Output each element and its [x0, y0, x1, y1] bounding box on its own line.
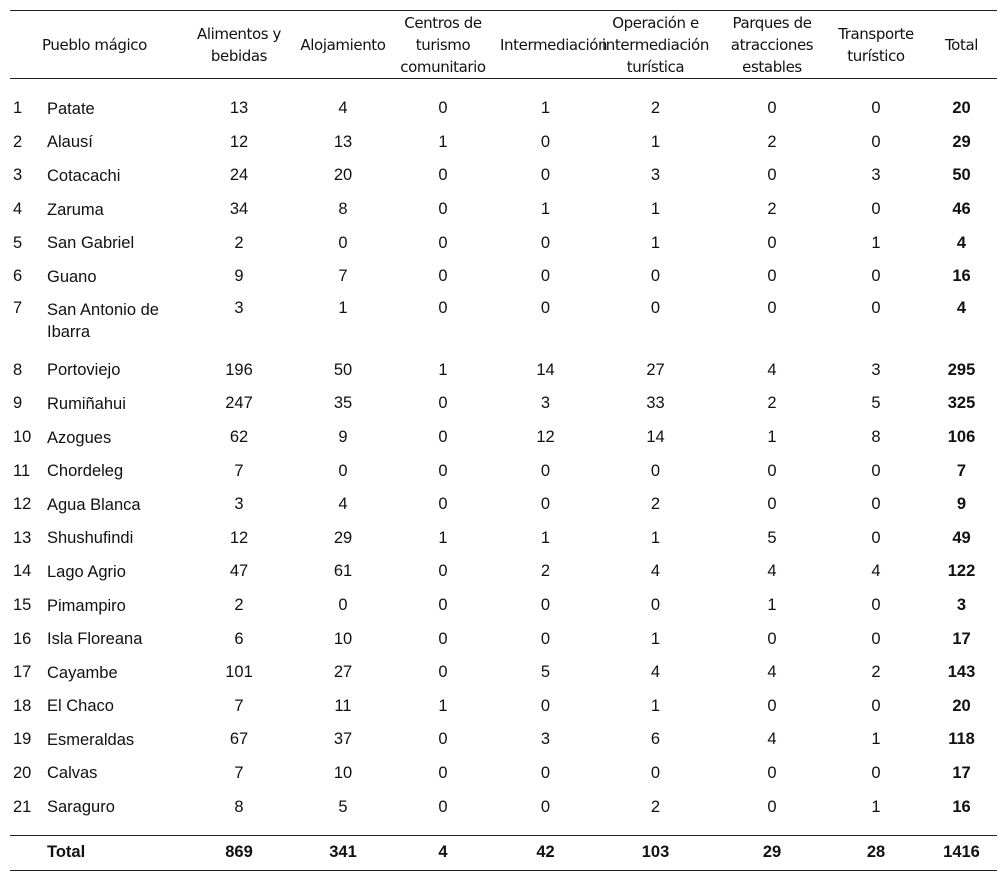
cell-total: 20	[952, 99, 971, 118]
cell-total: 4	[956, 298, 967, 317]
cell-centros: 0	[438, 596, 448, 615]
cell-intermediacion: 3	[540, 730, 551, 749]
cell-centros: 0	[438, 99, 448, 118]
cell-centros: 1	[438, 360, 448, 379]
cell-transporte: 0	[871, 132, 881, 151]
cell-alimentos: 47	[229, 562, 249, 581]
cell-parques: 0	[767, 629, 777, 648]
total-alojamiento: 341	[298, 835, 388, 870]
cell-transporte: 1	[871, 730, 881, 749]
row-pueblo-name: Alausí	[47, 133, 93, 152]
cell-total: 122	[947, 562, 976, 581]
cell-operacion: 0	[650, 763, 661, 782]
table-row	[10, 354, 997, 388]
cell-alimentos: 247	[225, 394, 253, 413]
cell-alojamiento: 7	[338, 267, 348, 286]
cell-centros: 0	[438, 763, 448, 782]
cell-alojamiento: 8	[338, 200, 348, 219]
header-total: Total	[926, 11, 997, 79]
cell-alimentos: 9	[234, 267, 244, 286]
table-row	[10, 589, 997, 623]
cell-operacion: 14	[646, 428, 665, 447]
row-number: 7	[13, 298, 23, 317]
table-row	[10, 790, 997, 824]
cell-intermediacion: 0	[540, 166, 551, 185]
cell-parques: 0	[767, 763, 777, 782]
cell-operacion: 1	[650, 200, 661, 219]
cell-operacion: 6	[650, 730, 661, 749]
cell-transporte: 3	[871, 360, 881, 379]
table-row	[10, 723, 997, 757]
cell-transporte: 3	[871, 166, 881, 185]
cell-transporte: 0	[871, 267, 881, 286]
cell-operacion: 1	[650, 132, 661, 151]
row-pueblo-name: San Antonio de Ibarra	[47, 300, 159, 341]
cell-centros: 0	[438, 562, 448, 581]
cell-centros: 0	[438, 428, 448, 447]
row-number: 4	[13, 200, 23, 219]
cell-transporte: 0	[871, 696, 881, 715]
cell-transporte: 0	[871, 298, 881, 317]
cell-parques: 5	[767, 528, 777, 547]
cell-parques: 2	[767, 200, 777, 219]
cell-centros: 0	[438, 267, 448, 286]
cell-alimentos: 24	[229, 166, 249, 185]
total-alimentos: 869	[180, 835, 298, 870]
table-row	[10, 226, 997, 260]
cell-intermediacion: 1	[540, 200, 551, 219]
cell-parques: 0	[767, 696, 777, 715]
cell-intermediacion: 2	[540, 562, 551, 581]
cell-parques: 0	[767, 461, 777, 480]
row-pueblo-name: Isla Floreana	[47, 630, 143, 649]
row-pueblo-name: Azogues	[47, 428, 112, 447]
cell-parques: 4	[767, 360, 777, 379]
cell-alojamiento: 0	[338, 233, 348, 252]
row-pueblo-name: Saraguro	[47, 798, 115, 817]
table-footer	[10, 835, 997, 870]
header-pueblo	[10, 11, 180, 79]
cell-transporte: 4	[871, 562, 881, 581]
cell-intermediacion: 0	[540, 233, 551, 252]
row-pueblo-name: San Gabriel	[47, 234, 135, 253]
cell-centros: 0	[438, 495, 448, 514]
cell-alimentos: 34	[229, 200, 249, 219]
row-pueblo-name: Calvas	[47, 764, 98, 783]
cell-total: 106	[947, 428, 976, 447]
cell-alimentos: 196	[225, 360, 253, 379]
cell-alojamiento: 11	[334, 696, 352, 715]
cell-centros: 0	[438, 730, 448, 749]
row-number: 11	[13, 461, 31, 480]
cell-parques: 0	[767, 495, 777, 514]
cell-total: 16	[952, 797, 971, 816]
table-row	[10, 92, 997, 126]
cell-centros: 1	[438, 528, 448, 547]
row-pueblo-name: El Chaco	[47, 697, 114, 716]
total-operacion: 103	[593, 835, 718, 870]
cell-transporte: 5	[871, 394, 881, 413]
cell-parques: 0	[767, 99, 777, 118]
row-pueblo-name: Chordeleg	[47, 462, 124, 481]
cell-alojamiento: 10	[333, 629, 353, 648]
spacer-row	[10, 79, 997, 93]
cell-intermediacion: 0	[540, 495, 551, 514]
row-number: 2	[13, 132, 23, 151]
cell-parques: 4	[767, 730, 777, 749]
spacer-cell	[10, 79, 997, 93]
cell-operacion: 1	[650, 696, 661, 715]
row-pueblo-name: Zaruma	[47, 200, 104, 219]
row-pueblo-name: Cayambe	[47, 663, 118, 682]
row-number: 17	[13, 663, 32, 682]
cell-operacion: 0	[650, 298, 661, 317]
cell-operacion: 27	[646, 360, 665, 379]
row-number: 16	[13, 629, 32, 648]
totals-label-text: Total	[47, 843, 86, 862]
table-row	[10, 522, 997, 556]
cell-alojamiento: 27	[333, 663, 353, 682]
cell-alojamiento: 5	[338, 797, 348, 816]
cell-total: 17	[952, 763, 971, 782]
spacer-cell	[10, 824, 997, 836]
total-centros: 4	[388, 835, 498, 870]
row-number: 14	[13, 562, 32, 581]
row-pueblo-name: Patate	[47, 99, 95, 118]
cell-intermediacion: 0	[540, 696, 551, 715]
cell-centros: 0	[438, 298, 448, 317]
cell-centros: 0	[438, 461, 448, 480]
row-number: 21	[13, 797, 32, 816]
row-number: 18	[13, 696, 32, 715]
cell-alojamiento: 35	[333, 394, 353, 413]
cell-transporte: 8	[871, 428, 881, 447]
cell-centros: 0	[438, 233, 448, 252]
header-intermediacion: Intermediación	[498, 11, 593, 79]
total-transporte: 28	[826, 835, 926, 870]
cell-operacion: 1	[650, 528, 661, 547]
table-header	[10, 11, 997, 79]
total-grand: 1416	[926, 835, 997, 870]
row-number: 13	[13, 528, 32, 547]
cell-operacion: 1	[650, 629, 661, 648]
cell-total: 16	[952, 267, 971, 286]
cell-operacion: 2	[650, 797, 661, 816]
cell-total: 7	[956, 461, 967, 480]
cell-total: 143	[947, 663, 976, 682]
cell-alimentos: 3	[234, 495, 244, 514]
row-number: 15	[13, 596, 32, 615]
row-pueblo-name: Guano	[47, 267, 97, 286]
cell-alojamiento: 0	[338, 596, 348, 615]
cell-alimentos: 8	[234, 797, 244, 816]
cell-total: 4	[956, 233, 967, 252]
cell-transporte: 0	[871, 596, 881, 615]
cell-intermediacion: 0	[540, 629, 551, 648]
cell-alojamiento: 0	[338, 461, 348, 480]
cell-alojamiento: 50	[333, 360, 353, 379]
cell-alojamiento: 4	[338, 495, 348, 514]
table-row	[10, 421, 997, 455]
cell-total: 3	[956, 596, 967, 615]
cell-total: 50	[952, 166, 971, 185]
cell-transporte: 0	[871, 528, 881, 547]
cell-total: 17	[952, 629, 971, 648]
cell-intermediacion: 12	[536, 428, 555, 447]
totals-row	[10, 835, 997, 870]
row-number: 6	[13, 267, 23, 286]
cell-centros: 0	[438, 200, 448, 219]
cell-transporte: 0	[871, 763, 881, 782]
row-pueblo-name: Cotacachi	[47, 166, 121, 185]
cell-alimentos: 67	[229, 730, 249, 749]
cell-alimentos: 101	[225, 663, 253, 682]
cell-intermediacion: 0	[540, 461, 551, 480]
cell-alojamiento: 10	[333, 763, 353, 782]
cell-alojamiento: 13	[333, 132, 353, 151]
cell-transporte: 1	[871, 233, 881, 252]
cell-alimentos: 7	[234, 461, 244, 480]
header-row	[10, 11, 997, 79]
table-row	[10, 126, 997, 160]
cell-transporte: 0	[871, 461, 881, 480]
header-operacion: Operación e intermediación turística	[593, 11, 718, 79]
cell-alojamiento: 61	[333, 562, 353, 581]
table-body	[10, 79, 997, 836]
row-number: 10	[13, 428, 32, 447]
row-pueblo-name: Lago Agrio	[47, 562, 126, 581]
cell-parques: 0	[767, 267, 777, 286]
cell-operacion: 3	[650, 166, 661, 185]
cell-intermediacion: 1	[540, 528, 551, 547]
cell-alojamiento: 4	[338, 99, 348, 118]
cell-alimentos: 6	[234, 629, 244, 648]
cell-operacion: 0	[650, 461, 661, 480]
row-pueblo-name: Portoviejo	[47, 361, 121, 380]
cell-centros: 0	[438, 629, 448, 648]
table-row	[10, 622, 997, 656]
row-number: 19	[13, 730, 32, 749]
row-number: 3	[13, 166, 23, 185]
cell-alimentos: 12	[229, 528, 249, 547]
cell-parques: 1	[767, 428, 777, 447]
row-pueblo-name: Agua Blanca	[47, 495, 141, 514]
table-row	[10, 260, 997, 294]
total-intermediacion: 42	[498, 835, 593, 870]
cell-parques: 4	[767, 562, 777, 581]
cell-parques: 2	[767, 394, 777, 413]
cell-intermediacion: 5	[540, 663, 551, 682]
table-row	[10, 193, 997, 227]
cell-operacion: 4	[650, 562, 661, 581]
cell-alimentos: 2	[234, 233, 244, 252]
cell-alojamiento: 20	[333, 166, 353, 185]
cell-transporte: 0	[871, 495, 881, 514]
header-transporte: Transporte turístico	[826, 11, 926, 79]
cell-alojamiento: 1	[338, 298, 348, 317]
cell-transporte: 0	[871, 200, 881, 219]
cell-alimentos: 12	[229, 132, 249, 151]
row-number: 1	[13, 99, 23, 118]
cell-alimentos: 7	[234, 696, 244, 715]
cell-intermediacion: 14	[536, 360, 555, 379]
row-pueblo-name: Rumiñahui	[47, 394, 126, 413]
cell-alimentos: 2	[234, 596, 244, 615]
cell-alimentos: 7	[234, 763, 244, 782]
header-alimentos: Alimentos y bebidas	[180, 11, 298, 79]
totals-label	[10, 835, 180, 870]
cell-total: 325	[947, 394, 976, 413]
header-alojamiento: Alojamiento	[298, 11, 388, 79]
table-row	[10, 159, 997, 193]
pueblos-magicos-table	[10, 10, 997, 871]
cell-intermediacion: 0	[540, 763, 551, 782]
cell-total: 49	[952, 528, 971, 547]
table-row	[10, 488, 997, 522]
total-parques: 29	[718, 835, 826, 870]
cell-parques: 0	[767, 797, 777, 816]
cell-total: 20	[952, 696, 971, 715]
cell-intermediacion: 0	[540, 132, 551, 151]
cell-operacion: 0	[650, 267, 661, 286]
cell-alimentos: 3	[234, 298, 244, 317]
cell-centros: 0	[438, 166, 448, 185]
cell-operacion: 4	[650, 663, 661, 682]
cell-transporte: 1	[871, 797, 881, 816]
data-table-container	[10, 10, 997, 871]
table-row	[10, 656, 997, 690]
cell-parques: 0	[767, 166, 777, 185]
cell-centros: 1	[438, 132, 448, 151]
table-row	[10, 757, 997, 791]
table-row	[10, 555, 997, 589]
cell-intermediacion: 1	[540, 99, 551, 118]
cell-parques: 0	[767, 233, 777, 252]
cell-total: 29	[952, 132, 971, 151]
cell-transporte: 2	[871, 663, 881, 682]
table-row	[10, 294, 997, 354]
cell-intermediacion: 0	[540, 298, 551, 317]
cell-intermediacion: 0	[540, 596, 551, 615]
row-number: 20	[13, 763, 32, 782]
cell-intermediacion: 3	[540, 394, 551, 413]
row-pueblo-name: Shushufindi	[47, 529, 134, 548]
table-row	[10, 454, 997, 488]
cell-parques: 2	[767, 132, 777, 151]
cell-operacion: 2	[650, 495, 661, 514]
cell-transporte: 0	[871, 99, 881, 118]
cell-alimentos: 62	[229, 428, 249, 447]
cell-parques: 4	[767, 663, 777, 682]
cell-centros: 0	[438, 663, 448, 682]
cell-parques: 1	[767, 596, 777, 615]
header-parques: Parques de atracciones estables	[718, 11, 826, 79]
cell-operacion: 1	[650, 233, 661, 252]
cell-intermediacion: 0	[540, 267, 551, 286]
row-pueblo-name: Esmeraldas	[47, 730, 135, 749]
cell-total: 295	[947, 360, 976, 379]
cell-alojamiento: 37	[333, 730, 353, 749]
header-centros: Centros de turismo comunitario	[388, 11, 498, 79]
header-pueblo-label: Pueblo mágico	[42, 35, 147, 54]
cell-operacion: 2	[650, 99, 661, 118]
cell-centros: 0	[438, 797, 448, 816]
cell-total: 46	[952, 200, 971, 219]
table-row	[10, 387, 997, 421]
cell-total: 118	[948, 730, 975, 749]
spacer-row	[10, 824, 997, 836]
cell-operacion: 33	[646, 394, 665, 413]
cell-transporte: 0	[871, 629, 881, 648]
cell-centros: 0	[438, 394, 448, 413]
cell-intermediacion: 0	[540, 797, 551, 816]
cell-alojamiento: 9	[338, 428, 348, 447]
row-pueblo-name: Pimampiro	[47, 596, 126, 615]
row-number: 8	[13, 360, 23, 379]
cell-total: 9	[956, 495, 967, 514]
cell-alimentos: 13	[229, 99, 249, 118]
table-row	[10, 690, 997, 724]
row-number: 5	[13, 233, 23, 252]
cell-alojamiento: 29	[333, 528, 353, 547]
row-number: 9	[13, 394, 23, 413]
cell-parques: 0	[767, 298, 777, 317]
row-number: 12	[13, 495, 32, 514]
cell-centros: 1	[438, 696, 448, 715]
cell-operacion: 0	[650, 596, 661, 615]
